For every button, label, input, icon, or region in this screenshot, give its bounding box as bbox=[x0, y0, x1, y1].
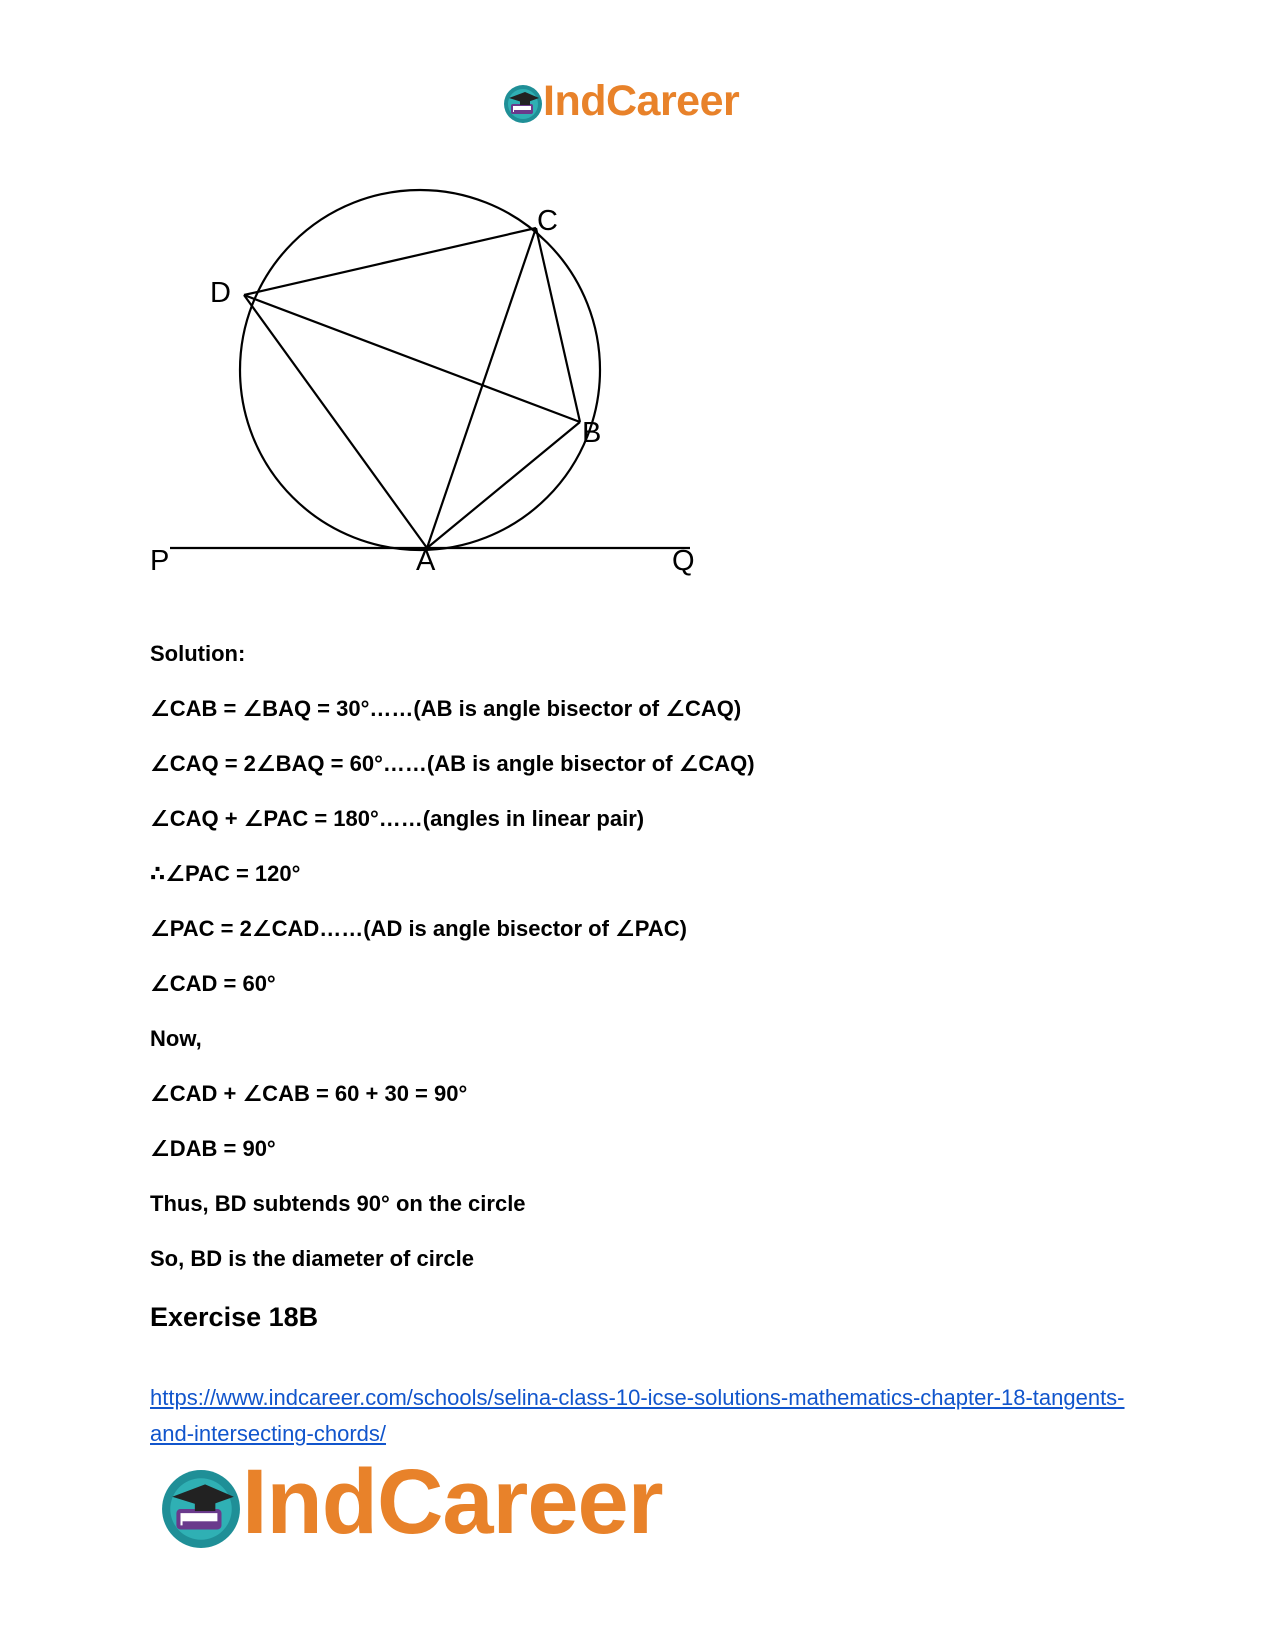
label-p: P bbox=[150, 545, 170, 577]
solution-line: ∠DAB = 90° bbox=[150, 1136, 276, 1161]
label-b: B bbox=[582, 417, 602, 449]
diagram-svg bbox=[140, 170, 740, 610]
chord-ca bbox=[427, 228, 536, 548]
solution-line: ∠CAD + ∠CAB = 60 + 30 = 90° bbox=[150, 1081, 468, 1106]
solution-line: ∠CAD = 60° bbox=[150, 971, 276, 996]
circle bbox=[240, 190, 600, 550]
chord-db bbox=[244, 295, 580, 422]
solution-line: Thus, BD subtends 90° on the circle bbox=[150, 1191, 526, 1216]
chord-dc bbox=[244, 228, 536, 295]
label-q: Q bbox=[672, 545, 695, 577]
solution-line: Now, bbox=[150, 1026, 202, 1051]
exercise-heading: Exercise 18B bbox=[150, 1302, 319, 1332]
solution-line: ∠CAB = ∠BAQ = 30°……(AB is angle bisector of ∠CAQ) bbox=[150, 696, 742, 721]
solution-line: ∠CAQ + ∠PAC = 180°……(angles in linear pair) bbox=[150, 806, 645, 831]
circle-tangent-diagram bbox=[140, 170, 740, 610]
solution-heading: Solution: bbox=[150, 641, 246, 666]
graduation-cap-book-icon bbox=[503, 84, 543, 124]
solution-line: ∠CAQ = 2∠BAQ = 60°……(AB is angle bisector of ∠CAQ) bbox=[150, 751, 755, 776]
graduation-cap-book-icon bbox=[160, 1468, 242, 1550]
header-logo bbox=[503, 77, 773, 128]
solution-line: ∠PAC = 2∠CAD……(AD is angle bisector of ∠PAC) bbox=[150, 916, 687, 941]
solution-line: ∴∠PAC = 120° bbox=[150, 861, 301, 886]
label-c: C bbox=[537, 205, 558, 237]
solution-block bbox=[150, 640, 1150, 1300]
label-d: D bbox=[210, 277, 231, 309]
label-a: A bbox=[416, 545, 436, 577]
chord-cb bbox=[536, 228, 580, 422]
chord-da bbox=[244, 295, 427, 548]
logo-wordmark: IndCareer bbox=[242, 1451, 663, 1553]
solution-line: So, BD is the diameter of circle bbox=[150, 1246, 474, 1271]
source-link[interactable]: https://www.indcareer.com/schools/selina-class-10-icse-solutions-mathematics-chapter-18-tangents-and-intersecting-chords/ bbox=[150, 1385, 1125, 1446]
logo-wordmark: IndCareer bbox=[543, 77, 740, 125]
footer-logo bbox=[160, 1451, 720, 1560]
